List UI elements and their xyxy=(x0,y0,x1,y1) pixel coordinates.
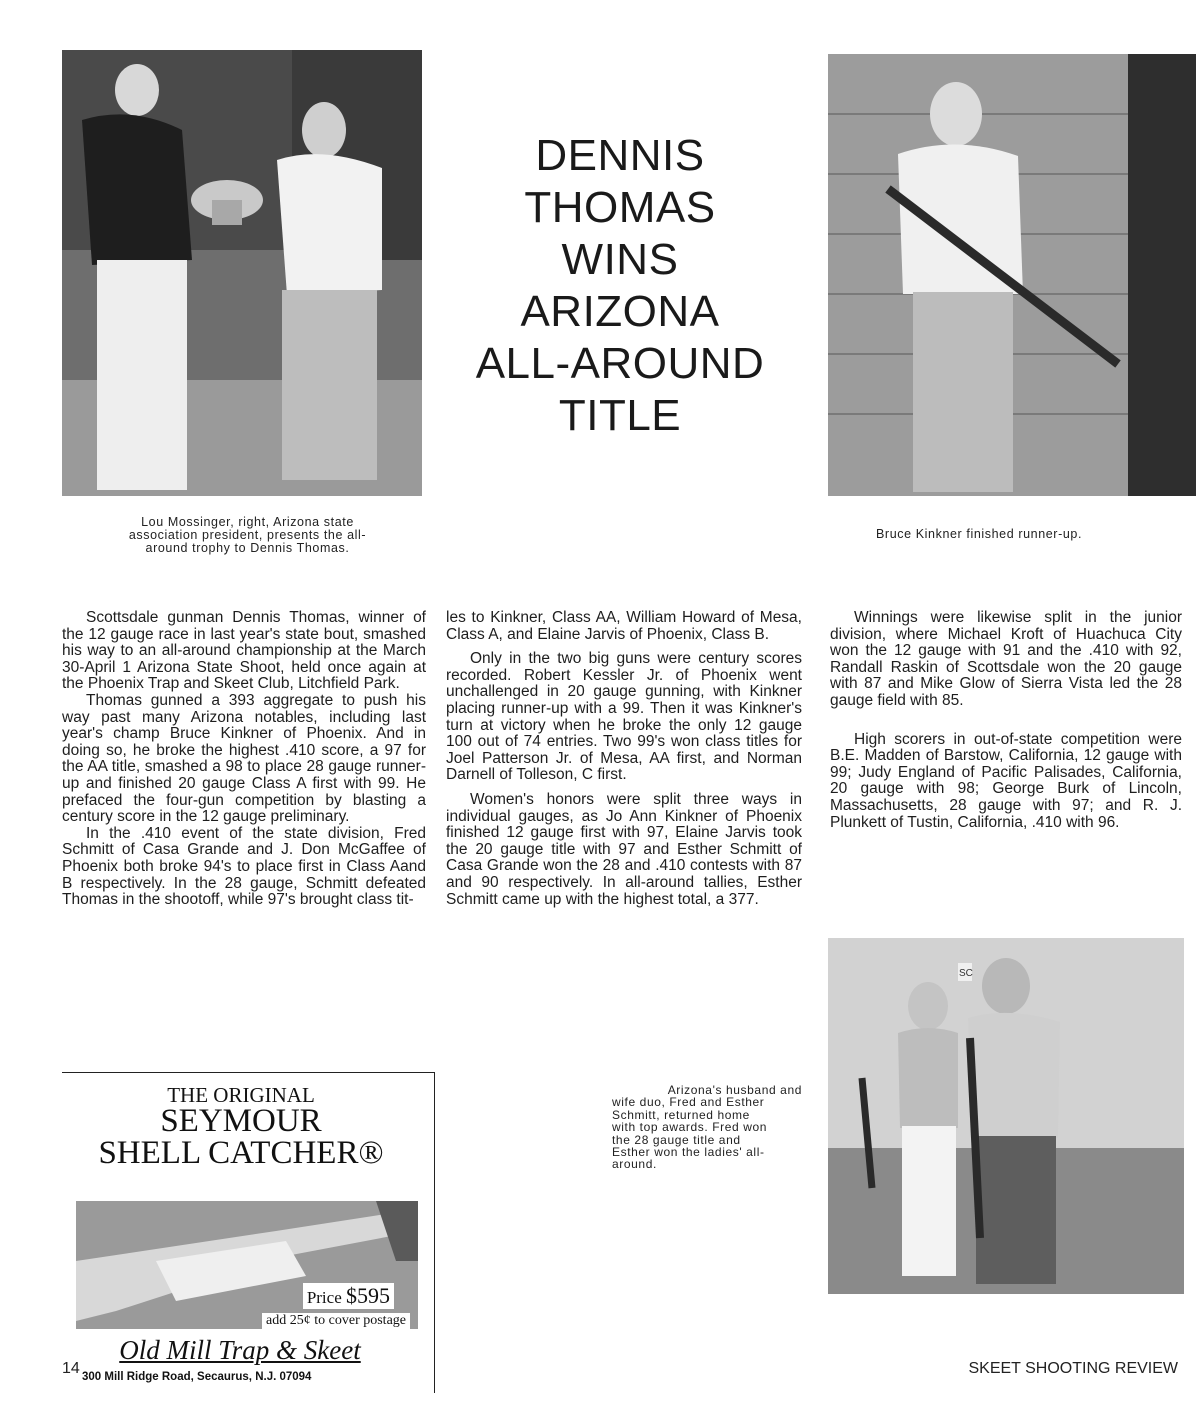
article-headline: DENNIS THOMAS WINS ARIZONA ALL-AROUND TITLE xyxy=(475,131,765,440)
paragraph: Scottsdale gunman Dennis Thomas, winner of the 12 gauge race in last year's state bout, smashed his way to an all-around championship at the March 30-April 1 Arizona State Shoot, held once again at the Phoenix Trap and Skeet Club, Litchfield Park. xyxy=(62,609,426,693)
article-column-2 xyxy=(446,610,802,916)
paragraph: Thomas gunned a 393 aggregate to push his way past many Arizona notables, including last year's champ Bruce Kinkner of Phoenix. And in doing so, he broke the highest .410 score, a 97 for the AA title, smashed a 98 to place 28 gauge runner-up and finished 20 gauge Class A first with 99. He prefaced the four-gun competition by blasting a century score in the 12 gauge preliminary. xyxy=(62,691,426,826)
page-number: 14 xyxy=(62,1360,80,1377)
paragraph: Only in the two big guns were century scores recorded. Robert Kessler Jr. of Phoenix went unchallenged in 20 gauge gunning, with Kinkner placing runner-up with a 99. Then it was Kinkner's turn at victory when he broke the only 12 gauge 100 out of 74 entries. Two 99's won class titles for Joel Patterson Jr. of Mesa, AA first, and Norman Darnell of Tolleson, C first. xyxy=(446,650,802,784)
paragraph: les to Kinkner, Class AA, William Howard of Mesa, Class A, and Elaine Jarvis of Phoenix, Class B. xyxy=(446,609,802,643)
shotgun-illustration xyxy=(76,1201,418,1329)
schmitt-photo-caption: Arizona's husband and wife duo, Fred and Esther Schmitt, returned home with top awards. Fred won the 28 gauge title and Esther won the ladies' all- around. xyxy=(612,1083,802,1172)
ad-line-seymour: SEYMOUR xyxy=(160,1103,322,1139)
sign-text: SC xyxy=(959,968,973,979)
article-column-3 xyxy=(830,610,1182,839)
ad-line-original: THE ORIGINAL xyxy=(167,1083,315,1107)
schmitt-couple-photo xyxy=(828,938,1184,1294)
runner-up-photo xyxy=(828,54,1196,496)
trophy-presentation-photo xyxy=(62,50,422,496)
paragraph: Women's honors were split three ways in individual gauges, as Jo Ann Kinkner of Phoenix finished 12 gauge first with 97, Elaine Jarvis took the 20 gauge title with 97 and Esther Schmitt of Casa Grande won the 28 and .410 contests with 87 and 90 respectively. In all-around tallies, Esther Schmitt came up with the highest total, a 377. xyxy=(446,790,802,908)
paragraph: In the .410 event of the state division, Fred Schmitt of Casa Grande and J. Don McGaffee of Phoenix both broke 94's to place first in Class Aand B respectively. In the 28 gauge, Schmitt defeated Thomas in the shootoff, while 97's brought class tit- xyxy=(62,824,426,909)
ad-price: Price $595 xyxy=(303,1283,394,1309)
shell-catcher-ad xyxy=(62,1072,435,1393)
ad-address: 300 Mill Ridge Road, Secaurus, N.J. 07094 xyxy=(82,1371,312,1383)
trophy-photo-caption: Lou Mossinger, right, Arizona state association president, presents the all- around trophy to Dennis Thomas. xyxy=(128,515,367,555)
publication-name: SKEET SHOOTING REVIEW xyxy=(968,1360,1178,1377)
ad-brand: Old Mill Trap & Skeet xyxy=(119,1335,361,1365)
paragraph: High scorers in out-of-state competition were B.E. Madden of Barstow, California, 12 gauge with 99; Judy England of Pacific Palisades, California, 20 gauge with 98; George Burk of Lincoln, Massachusetts, 28 gauge with 97; and R. J. Plunkett of Tustin, California, .410 with 96. xyxy=(830,730,1182,831)
runner-up-caption: Bruce Kinkner finished runner-up. xyxy=(876,527,1083,541)
article-column-1 xyxy=(62,610,426,909)
paragraph: Winnings were likewise split in the junior division, where Michael Kroft of Huachuca City won the 12 gauge with 91 and the .410 with 92, Randall Raskin of Scottsdale won the 20 gauge with 87 and Mike Glow of Sierra Vista led the 28 gauge field with 85. xyxy=(830,609,1182,709)
ad-line-shell-catcher: SHELL CATCHER® xyxy=(98,1135,384,1171)
ad-postage: add 25¢ to cover postage xyxy=(262,1313,410,1329)
